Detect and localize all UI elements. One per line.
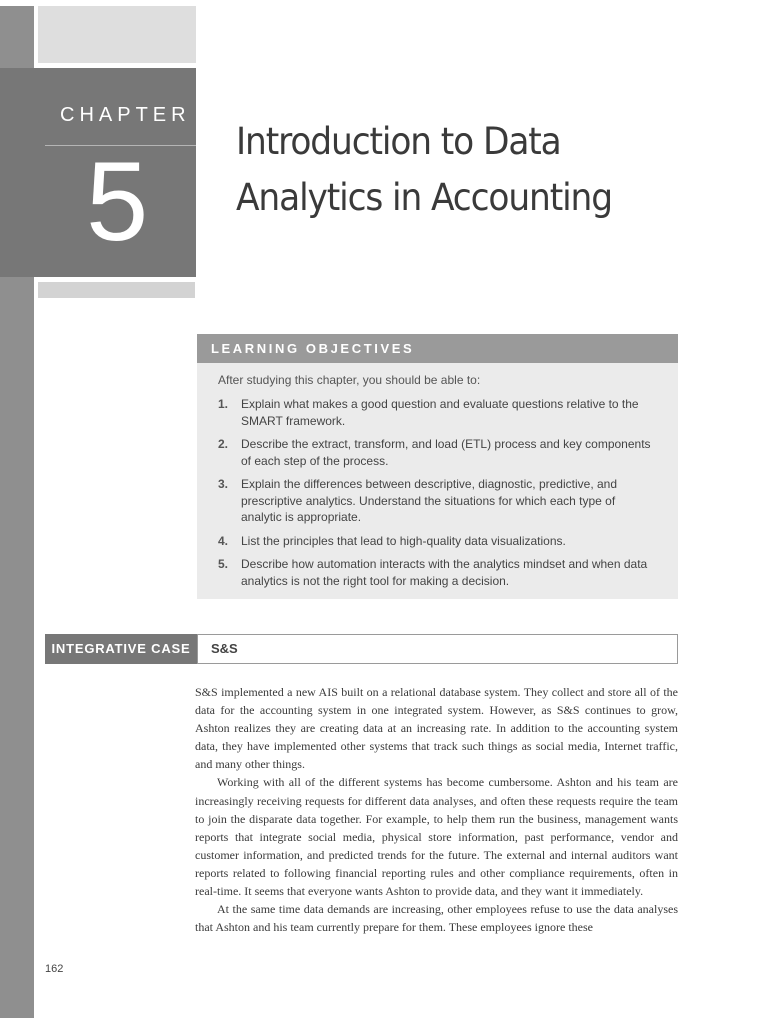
- learning-objectives-intro: After studying this chapter, you should be able to:: [218, 373, 481, 387]
- chapter-label: CHAPTER: [60, 104, 191, 126]
- learning-objectives-list: [218, 396, 658, 596]
- objective-text: Explain what makes a good question and evaluate questions relative to the SMART framework.: [241, 397, 639, 428]
- learning-objective-item: [218, 476, 658, 526]
- chapter-number: 5: [86, 139, 149, 264]
- top-decorative-box: [38, 6, 196, 63]
- learning-objectives-header: LEARNING OBJECTIVES: [197, 334, 678, 363]
- objective-text: List the principles that lead to high-quality data visualizations.: [241, 533, 566, 548]
- objective-number: 2.: [218, 437, 229, 451]
- chapter-title: [236, 114, 701, 226]
- objective-number: 3.: [218, 477, 229, 491]
- objective-text: Explain the differences between descriptive, diagnostic, predictive, and prescriptive analytics. Understand the situations for which each type of analytic is appropriate.: [241, 477, 618, 524]
- integrative-case-label: INTEGRATIVE CASE: [45, 634, 197, 664]
- learning-objective-item: [218, 533, 658, 550]
- learning-objectives-box: [197, 334, 678, 599]
- objective-number: 5.: [218, 557, 229, 571]
- page-number: 162: [45, 963, 64, 975]
- integrative-case-title: S&S: [197, 634, 678, 664]
- learning-objective-item: [218, 556, 658, 589]
- objective-text: Describe how automation interacts with the analytics mindset and when data analytics is not the right tool for making a decision.: [241, 557, 648, 588]
- body-paragraph: At the same time data demands are increasing, other employees refuse to use the data analyses that Ashton and his team currently prepare for them. These employees ignore these: [195, 902, 678, 935]
- chapter-underbar: [38, 282, 195, 298]
- objective-number: 1.: [218, 397, 229, 411]
- body-paragraph: Working with all of the different systems has become cumbersome. Ashton and his team are increasingly receiving requests for different data analyses, and often these requests require the team to join the disparate data together. For example, to help them run the business, management wants reports that integrate social media, physical store information, past performance, vendor and customer information, and predicted trends for the future. The external and internal auditors want reports related to following financial reporting rules and other compliance requirements, often in real-time. It seems that everyone wants Ashton to provide data, and they want it immediately.: [195, 775, 678, 899]
- chapter-title-line-1: Introduction to Data: [236, 120, 561, 163]
- objective-number: 4.: [218, 533, 229, 548]
- learning-objective-item: [218, 436, 658, 469]
- learning-objective-item: [218, 396, 658, 429]
- objective-text: Describe the extract, transform, and load (ETL) process and key components of each step of the process.: [241, 437, 651, 468]
- chapter-title-line-2: Analytics in Accounting: [236, 176, 612, 219]
- body-paragraph: S&S implemented a new AIS built on a relational database system. They collect and store all of the data for the accounting system in one integrated system. However, as S&S continues to grow, Ashton realizes they are creating data at an increasing rate. In addition to the accounting system data, they have implemented other systems that track such things as social media, Internet traffic, and many other things.: [195, 685, 678, 772]
- case-body-text: [195, 683, 678, 936]
